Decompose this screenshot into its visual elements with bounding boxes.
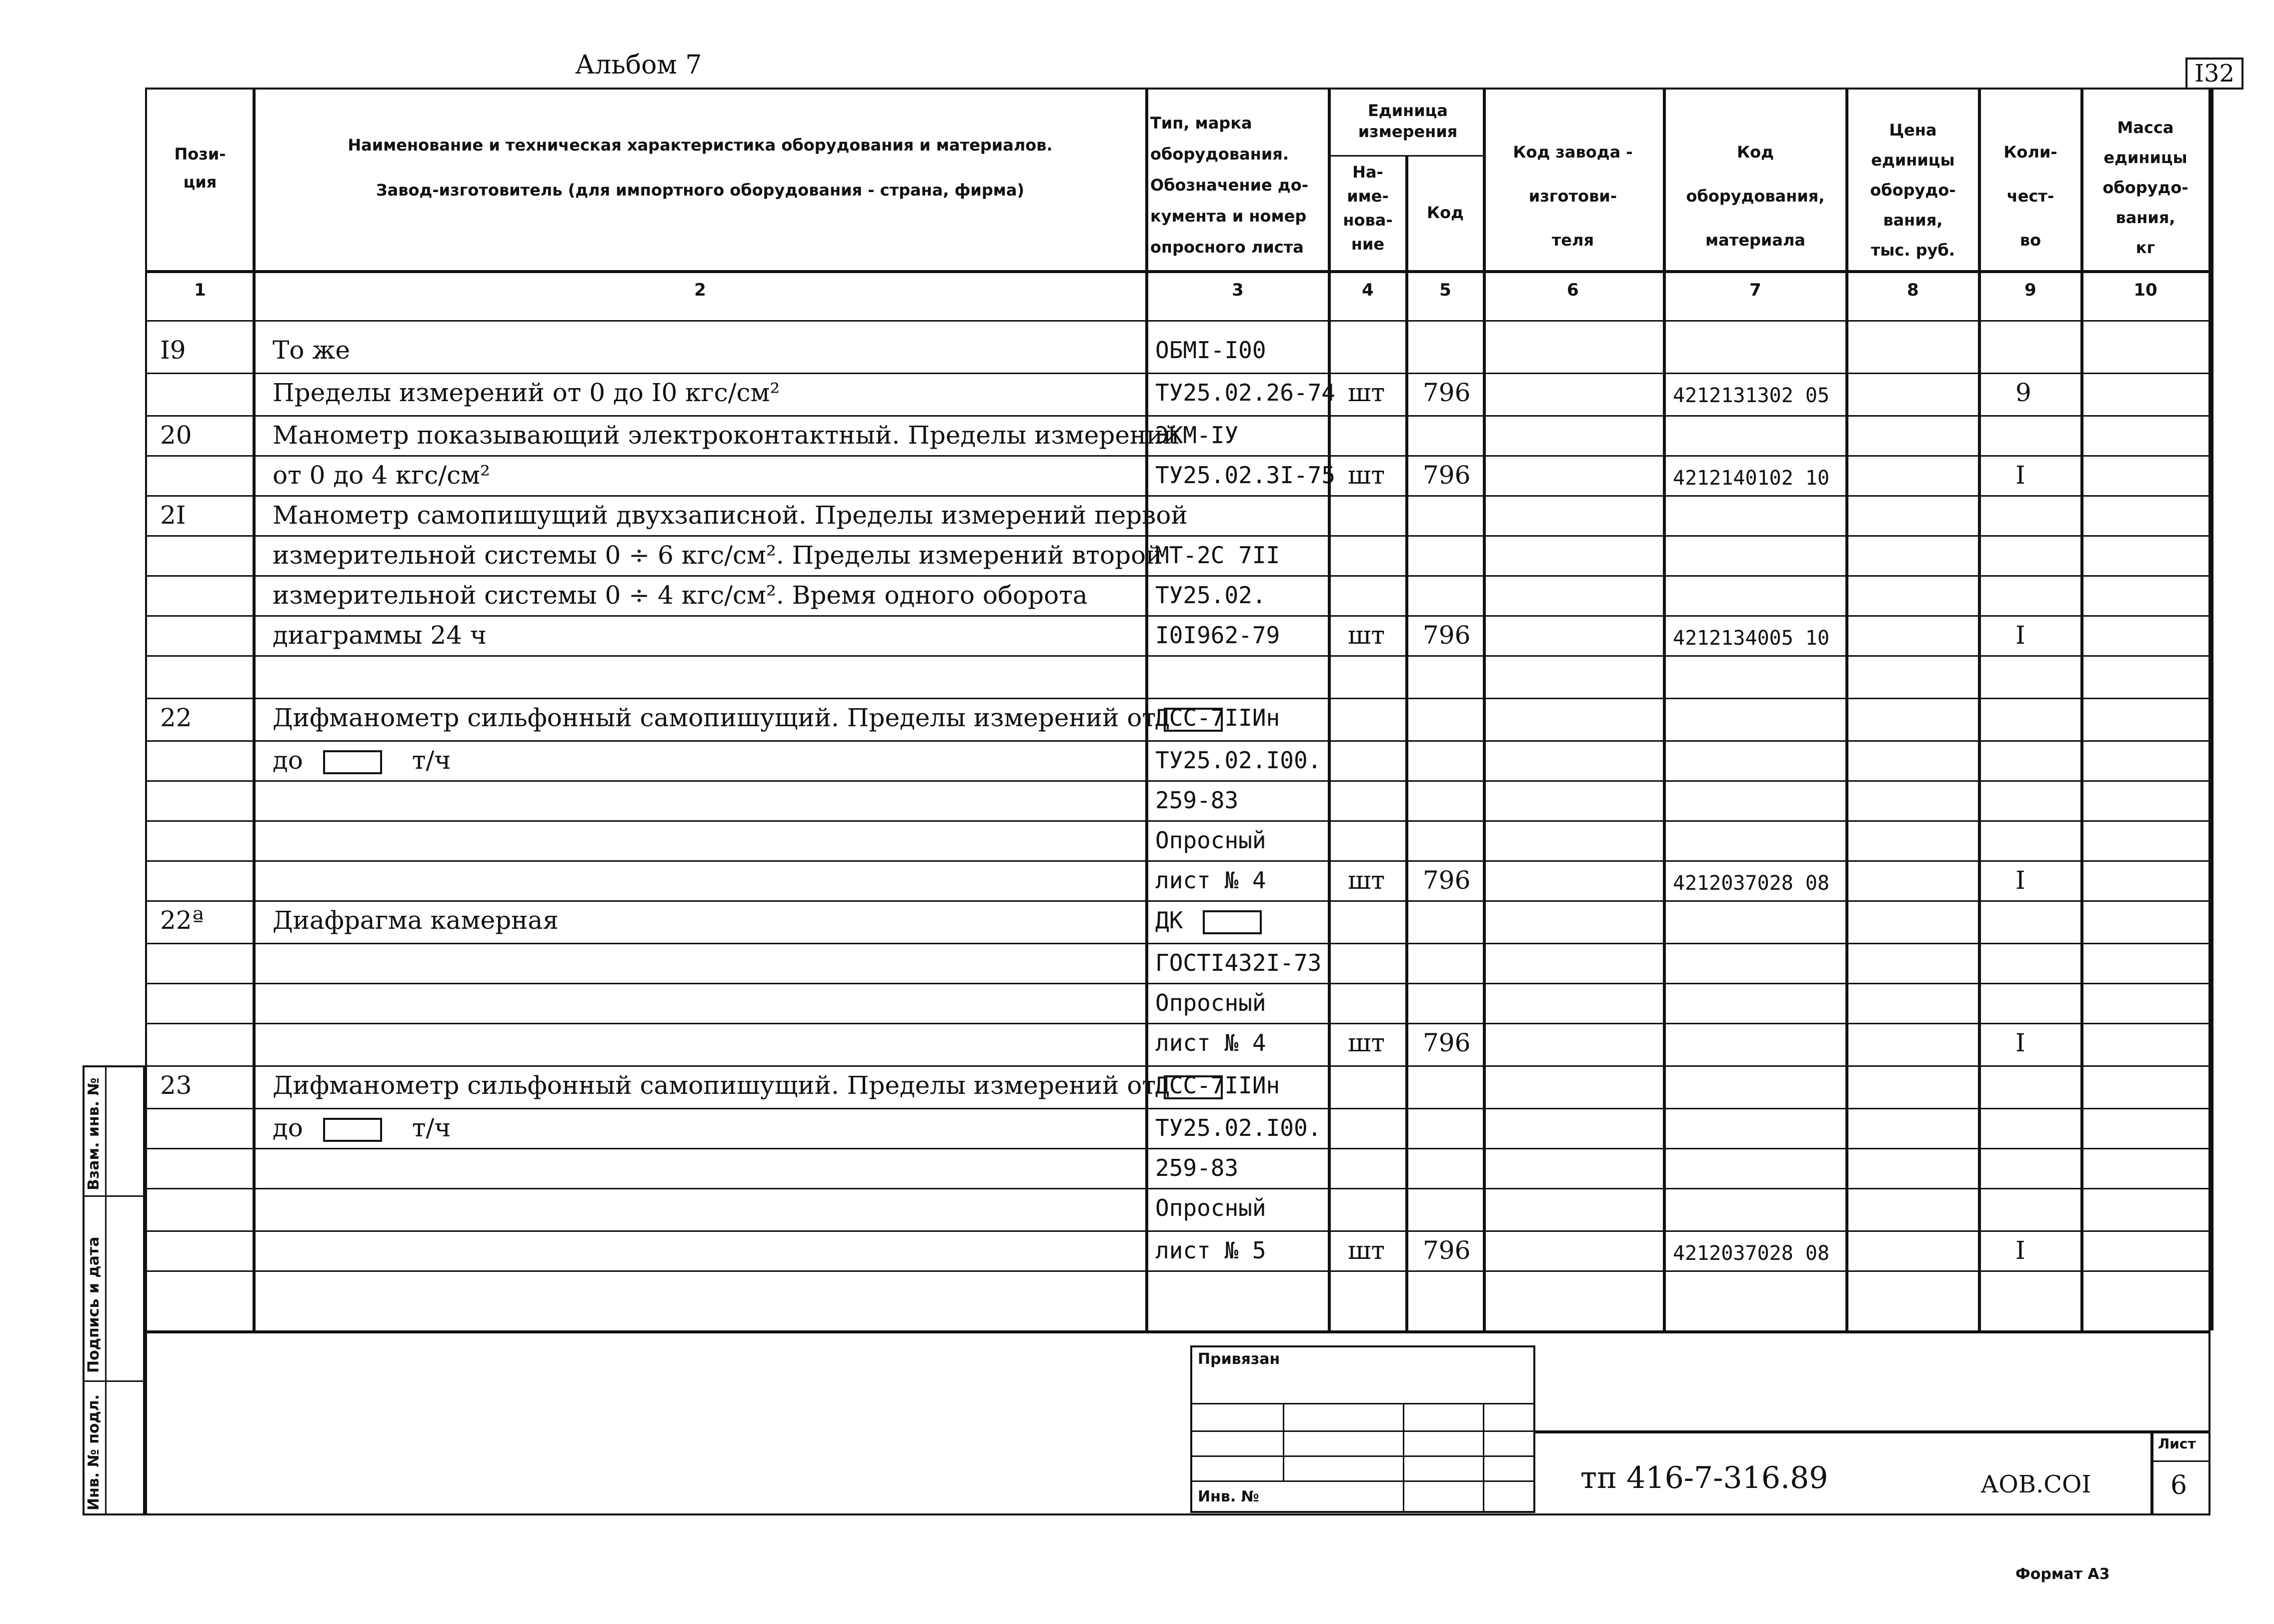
row-position: 22 [160, 703, 192, 732]
row-quantity: I [2015, 621, 2025, 650]
row-name: Пределы измерений от 0 до I0 кгс/см² [273, 378, 780, 407]
row-unit-code: 796 [1423, 378, 1471, 407]
row-equipment-code: 4212037028 08 [1673, 872, 1830, 895]
row-name: Диафрагма камерная [273, 906, 559, 935]
row-type: МТ-2С 7II [1155, 542, 1280, 569]
row-type: 259-83 [1155, 787, 1239, 814]
row-type: ДК [1155, 905, 1262, 935]
row-type: ТУ25.02. [1155, 582, 1266, 609]
row-position: 2I [160, 501, 186, 530]
row-type: I0I962-79 [1155, 622, 1280, 649]
colnum-10: 10 [2133, 280, 2157, 300]
page-number: I32 [2185, 58, 2243, 90]
row-type: ГОСТI432I-73 [1155, 949, 1322, 976]
row-type: ЭКМ-IУ [1155, 422, 1239, 449]
row-unit: шт [1348, 1236, 1385, 1265]
range-box [323, 750, 382, 774]
row-unit-code: 796 [1423, 621, 1471, 650]
row-quantity: I [2015, 1028, 2025, 1057]
row-name: Дифманометр сильфонный самопишущий. Пределы измерений от [273, 703, 1223, 733]
row-unit: шт [1348, 866, 1385, 895]
header-factory-code: Код завода - изготови- теля [1513, 143, 1633, 250]
colnum-8: 8 [1907, 280, 1919, 300]
album-title: Альбом 7 [575, 50, 702, 80]
size-box [1203, 910, 1262, 934]
row-type: Опросный [1155, 989, 1266, 1016]
sheet-code: АОВ.СОI [1980, 1470, 2091, 1498]
row-type: ТУ25.02.26-74 [1155, 379, 1336, 406]
row-quantity: I [2015, 1236, 2025, 1265]
row-type: ТУ25.02.I00. [1155, 1114, 1322, 1141]
row-type: ДСС-7IIИн [1155, 704, 1280, 731]
colnum-9: 9 [2024, 280, 2036, 300]
header-equipment-code: Код оборудования, материала [1686, 143, 1825, 250]
header-unit-code: Код [1427, 203, 1464, 222]
header-quantity: Коли- чест- во [2003, 143, 2057, 250]
row-name: измерительной системы 0 ÷ 6 кгс/см². Пределы измерений второй [273, 541, 1163, 570]
row-unit-code: 796 [1423, 1236, 1471, 1265]
row-name: Дифманометр сильфонный самопишущий. Пределы измерений от [273, 1070, 1223, 1100]
sheet-label: Лист [2158, 1435, 2196, 1452]
row-unit: шт [1348, 378, 1385, 407]
row-type: лист № 4 [1155, 867, 1266, 894]
colnum-2: 2 [694, 280, 706, 300]
row-unit-code: 796 [1423, 1028, 1471, 1057]
attached-label: Привязан [1198, 1350, 1280, 1368]
row-unit-code: 796 [1423, 461, 1471, 490]
row-name: диаграммы 24 ч [273, 621, 487, 650]
inv-label: Инв. № [1198, 1488, 1259, 1505]
row-type: лист № 4 [1155, 1029, 1266, 1056]
header-name-line1: Наименование и техническая характеристика оборудования и материалов. [348, 136, 1053, 155]
row-position: 23 [160, 1071, 192, 1100]
row-equipment-code: 4212131302 05 [1673, 384, 1830, 407]
row-name: То же [273, 336, 350, 365]
header-price: Цена единицы оборудо- вания, тыс. руб. [1870, 121, 1956, 260]
format-label: Формат А3 [2015, 1565, 2110, 1583]
row-name: Манометр самопишущий двухзаписной. Пределы измерений первой [273, 501, 1188, 530]
row-name: от 0 до 4 кгс/см² [273, 461, 491, 490]
row-name: Манометр показывающий электроконтактный. Пределы измерений [273, 421, 1180, 450]
range-box [323, 1118, 382, 1142]
row-position: 22ª [160, 906, 204, 935]
row-type: Опросный [1155, 827, 1266, 854]
row-type: 259-83 [1155, 1154, 1239, 1181]
colnum-3: 3 [1232, 280, 1244, 300]
header-unit-name: На- име- нова- ние [1343, 163, 1393, 254]
colnum-4: 4 [1362, 280, 1374, 300]
colnum-6: 6 [1567, 280, 1579, 300]
row-position: I9 [160, 336, 186, 365]
row-equipment-code: 4212134005 10 [1673, 627, 1830, 650]
row-type: ТУ25.02.3I-75 [1155, 462, 1336, 489]
row-type: лист № 5 [1155, 1237, 1266, 1264]
header-type: Тип, марка оборудования. Обозначение до- кумента и номер опросного листа [1150, 114, 1308, 257]
row-name: до т/ч [273, 1113, 451, 1142]
side-label-replaced: Взам. инв. № [85, 1077, 103, 1190]
row-unit: шт [1348, 1028, 1385, 1057]
row-name: до т/ч [273, 746, 451, 775]
row-unit-code: 796 [1423, 866, 1471, 895]
row-type: ТУ25.02.I00. [1155, 747, 1322, 774]
row-unit: шт [1348, 461, 1385, 490]
row-equipment-code: 4212140102 10 [1673, 467, 1830, 490]
row-type: OБMI-I00 [1155, 337, 1266, 364]
colnum-5: 5 [1439, 280, 1451, 300]
colnum-1: 1 [194, 280, 206, 300]
side-label-signature: Подпись и дата [85, 1236, 103, 1373]
document-code: тп 416-7-316.89 [1580, 1460, 1828, 1495]
sheet-number: 6 [2170, 1470, 2187, 1500]
side-label-inventory: Инв. № подл. [85, 1394, 103, 1510]
row-position: 20 [160, 421, 192, 450]
header-position: Пози- ция [174, 145, 226, 192]
row-equipment-code: 4212037028 08 [1673, 1242, 1830, 1265]
row-quantity: I [2015, 461, 2025, 490]
row-type: ДСС-7IIИн [1155, 1072, 1280, 1099]
row-type: Опросный [1155, 1194, 1266, 1221]
header-unit: Единица измерения [1358, 101, 1458, 141]
row-name: измерительной системы 0 ÷ 4 кгс/см². Время одного оборота [273, 581, 1088, 610]
row-quantity: 9 [2015, 378, 2031, 407]
header-name-line2: Завод-изготовитель (для импортного оборудования - страна, фирма) [376, 181, 1025, 200]
row-quantity: I [2015, 866, 2025, 895]
row-unit: шт [1348, 621, 1385, 650]
header-mass: Масса единицы оборудо- вания, кг [2102, 118, 2188, 257]
colnum-7: 7 [1749, 280, 1761, 300]
